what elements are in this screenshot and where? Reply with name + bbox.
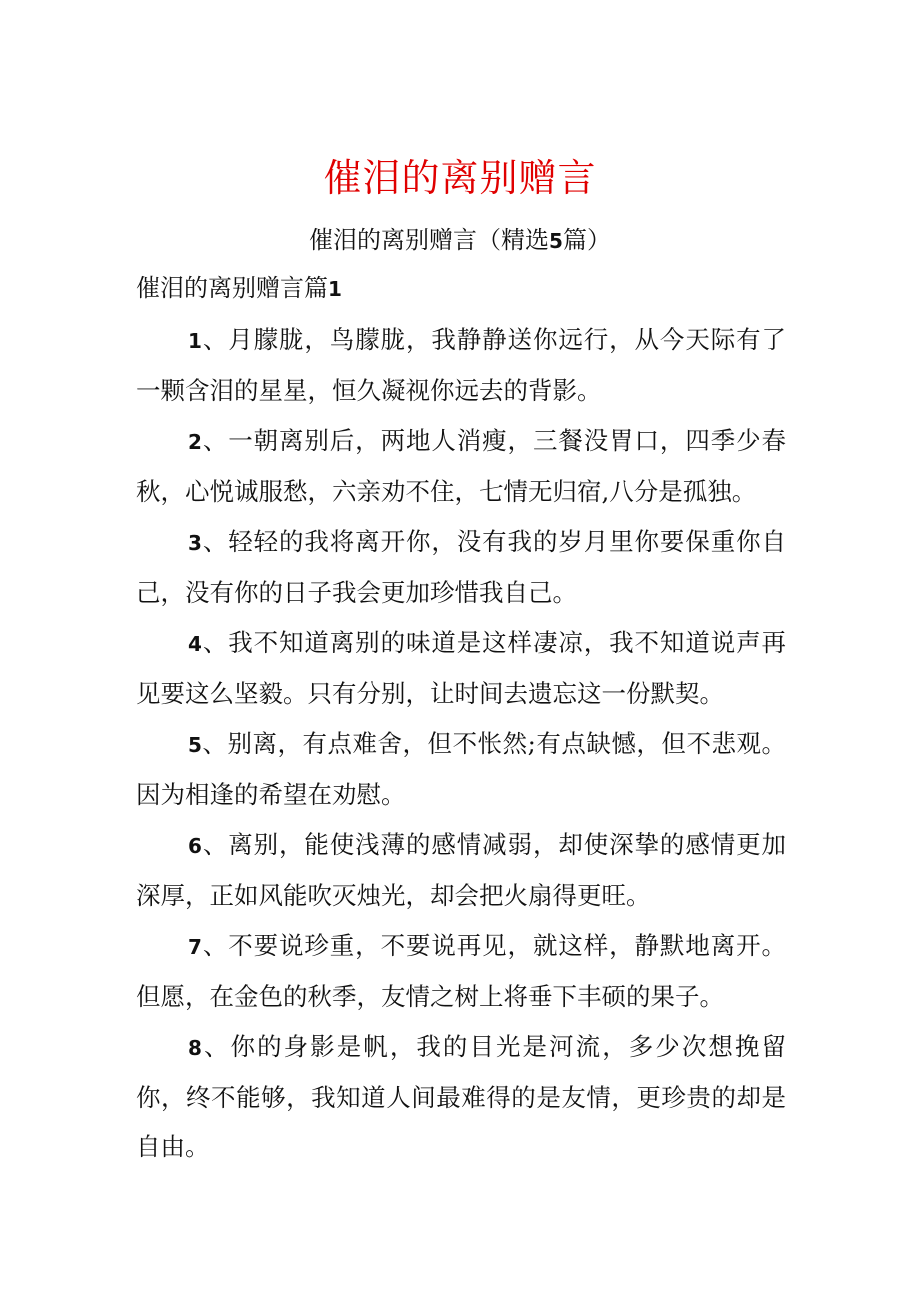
section-heading-number: 1 xyxy=(328,277,342,301)
message-text: 、不要说珍重，不要说再见，就这样，静默地离开。但愿，在金色的秋季，友情之树上将垂下丰硕的果子。 xyxy=(136,931,786,1011)
message-number: 1 xyxy=(188,329,202,353)
document-subtitle xyxy=(0,220,920,261)
message-number: 6 xyxy=(188,834,202,858)
message-item xyxy=(136,517,786,617)
message-text: 、轻轻的我将离开你，没有我的岁月里你要保重你自己，没有你的日子我会更加珍惜我自己。 xyxy=(136,527,786,607)
message-item xyxy=(136,618,786,718)
message-number: 7 xyxy=(188,935,202,959)
subtitle-number: 5 xyxy=(549,229,563,253)
subtitle-suffix: 篇） xyxy=(562,226,611,254)
section-heading-text: 催泪的离别赠言篇 xyxy=(136,274,328,302)
message-item xyxy=(136,820,786,920)
subtitle-prefix: 催泪的离别赠言（精选 xyxy=(309,226,550,254)
message-item xyxy=(136,416,786,516)
message-text: 、离别，能使浅薄的感情减弱，却使深挚的感情更加深厚，正如风能吹灭烛光，却会把火扇得更旺。 xyxy=(136,830,786,910)
message-text: 、别离，有点难舍，但不怅然;有点缺憾，但不悲观。因为相逢的希望在劝慰。 xyxy=(136,729,786,809)
message-list xyxy=(136,315,786,1172)
message-text: 、你的身影是帆，我的目光是河流，多少次想挽留你，终不能够，我知道人间最难得的是友情，更珍贵的却是自由。 xyxy=(136,1032,786,1161)
document-title: 催泪的离别赠言 xyxy=(323,156,597,200)
message-item xyxy=(136,719,786,819)
message-text: 、月朦胧，鸟朦胧，我静静送你远行，从今天际有了一颗含泪的星星，恒久凝视你远去的背影。 xyxy=(136,325,786,405)
section-heading xyxy=(136,268,342,309)
message-number: 8 xyxy=(188,1036,202,1060)
message-item xyxy=(136,1022,786,1171)
message-number: 4 xyxy=(188,632,202,656)
message-item xyxy=(136,315,786,415)
message-item xyxy=(136,921,786,1021)
message-number: 3 xyxy=(188,531,202,555)
message-number: 5 xyxy=(188,733,202,757)
message-text: 、一朝离别后，两地人消瘦，三餐没胃口，四季少春秋，心悦诚服愁，六亲劝不住，七情无归宿,八分是孤独。 xyxy=(136,426,786,506)
message-number: 2 xyxy=(188,430,202,454)
message-text: 、我不知道离别的味道是这样凄凉，我不知道说声再见要这么坚毅。只有分别，让时间去遗忘这一份默契。 xyxy=(136,628,786,708)
